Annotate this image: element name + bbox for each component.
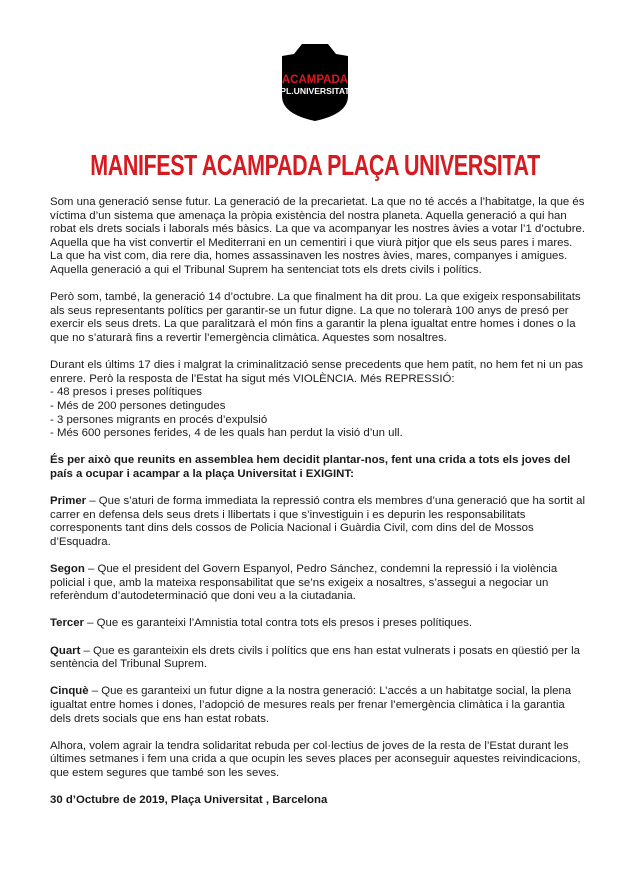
demand-label: Primer [50, 495, 87, 508]
demand-text: – Que es garanteixi un futur digne a la nostra generació: L’accés a un habitatge social, la plena igualtat entre homes i dones, l’adopció de mesures reals per frenar l’emergència climàtica i la garantia dels drets socials que ens han estat robats. [50, 685, 572, 725]
manifest-body [50, 196, 586, 821]
list-item: - 3 persones migrants en procés d’expulsió [50, 413, 268, 426]
demand-first [50, 495, 586, 549]
demand-fifth [50, 685, 586, 726]
call-to-action: És per això que reunits en assemblea hem decidit plantar-nos, fent una crida a tots els joves del país a ocupar i acampar a la plaça Universitat i EXIGINT: [50, 454, 571, 480]
paragraph-repression: Durant els últims 17 dies i malgrat la criminalització sense precedents que hem patit, no hem fet ni un pas enrere. Però la resposta de l’Estat ha sigut més VIOLÈNCIA. Més REPRESSIÓ: [50, 359, 584, 385]
paragraph-october: Però som, també, la generació 14 d’octubre. La que finalment ha dit prou. La que exigeix responsabilitats als seus representants polítics per garantir-se un futur digne. La que no tolerarà 100 anys de presó per exercir els seus drets. La que paralitzarà el món fins a garantir la plena igualtat entre homes i dones o la que no s’aturarà fins a revertir l’emergència climàtica. Aquestes som nosaltres. [50, 291, 581, 344]
acampada-logo [280, 42, 350, 122]
paragraph-generation: Som una generació sense futur. La generació de la precarietat. La que no té accés a l’habitatge, la que és víctima d’un sistema que amenaça la pròpia existència del nostra planeta. Aquella generació a qui han robat els drets socials i laborals més bàsics. La que va acompanyar les nostres àvies a votar l’1 d’octubre. Aquella que ha vist convertir el Mediterrani en un cementiri i que viurà pitjor que els seus pares i mares. La que ha vist com, dia rere dia, homes assassinaven les nostres àvies, mares, companyes i amigues. Aquella generació a qui el Tribunal Suprem ha sentenciat tots els drets civils i polítics. [50, 196, 585, 276]
demand-label: Quart [50, 644, 81, 657]
list-item: - Més 600 persones ferides, 4 de les quals han perdut la visió d’un ull. [50, 427, 403, 440]
demand-fourth [50, 645, 586, 672]
paragraph-closing: Alhora, volem agrair la tendra solidaritat rebuda per col·lectius de joves de la resta de l’Estat durant les últimes setmanes i fem una crida a que ocupin les seves places per aconseguir aquestes reivindicacions, que estem segures que també son les seves. [50, 739, 581, 779]
demand-third [50, 617, 586, 631]
demand-label: Tercer [50, 617, 84, 630]
demand-second [50, 563, 586, 604]
repression-list [50, 386, 586, 440]
shield-icon [280, 42, 350, 122]
demand-text: – Que s’aturi de forma immediata la repressió contra els membres d’una generació que ha sortit al carrer en defensa dels seus drets i llibertats i que s’investiguin i es depurin les responsabilitats corresponents tant dins dels cossos de Policia Nacional i Guàrdia Civil, com dins del de Mossos d’Esquadra. [50, 495, 585, 548]
list-item: - 48 presos i preses polítiques [50, 386, 202, 399]
demand-text: – Que el president del Govern Espanyol, Pedro Sánchez, condemni la repressió i la violència policial i que, amb la mateixa responsabilitat que se’ns exigeix a nosaltres, s’assegui a negociar un referèndum d’autodeterminació que doni veu a la ciutadania. [50, 563, 558, 603]
logo-line2: PL.UNIVERSITAT [280, 86, 350, 96]
demand-label: Cinquè [50, 685, 89, 698]
page-title: MANIFEST ACAMPADA PLAÇA UNIVERSITAT [90, 150, 540, 182]
demand-label: Segon [50, 563, 85, 576]
list-item: - Més de 200 persones detingudes [50, 399, 226, 412]
document-date: 30 d’Octubre de 2019, Plaça Universitat , Barcelona [50, 794, 328, 807]
demand-text: – Que es garanteixin els drets civils i polítics que ens han estat vulnerats i posats en qüestió per la sentència del Tribunal Suprem. [50, 644, 580, 671]
logo-line1: ACAMPADA [281, 74, 349, 86]
demand-text: – Que es garanteixi l’Amnistia total contra tots els presos i preses polítiques. [83, 617, 473, 630]
